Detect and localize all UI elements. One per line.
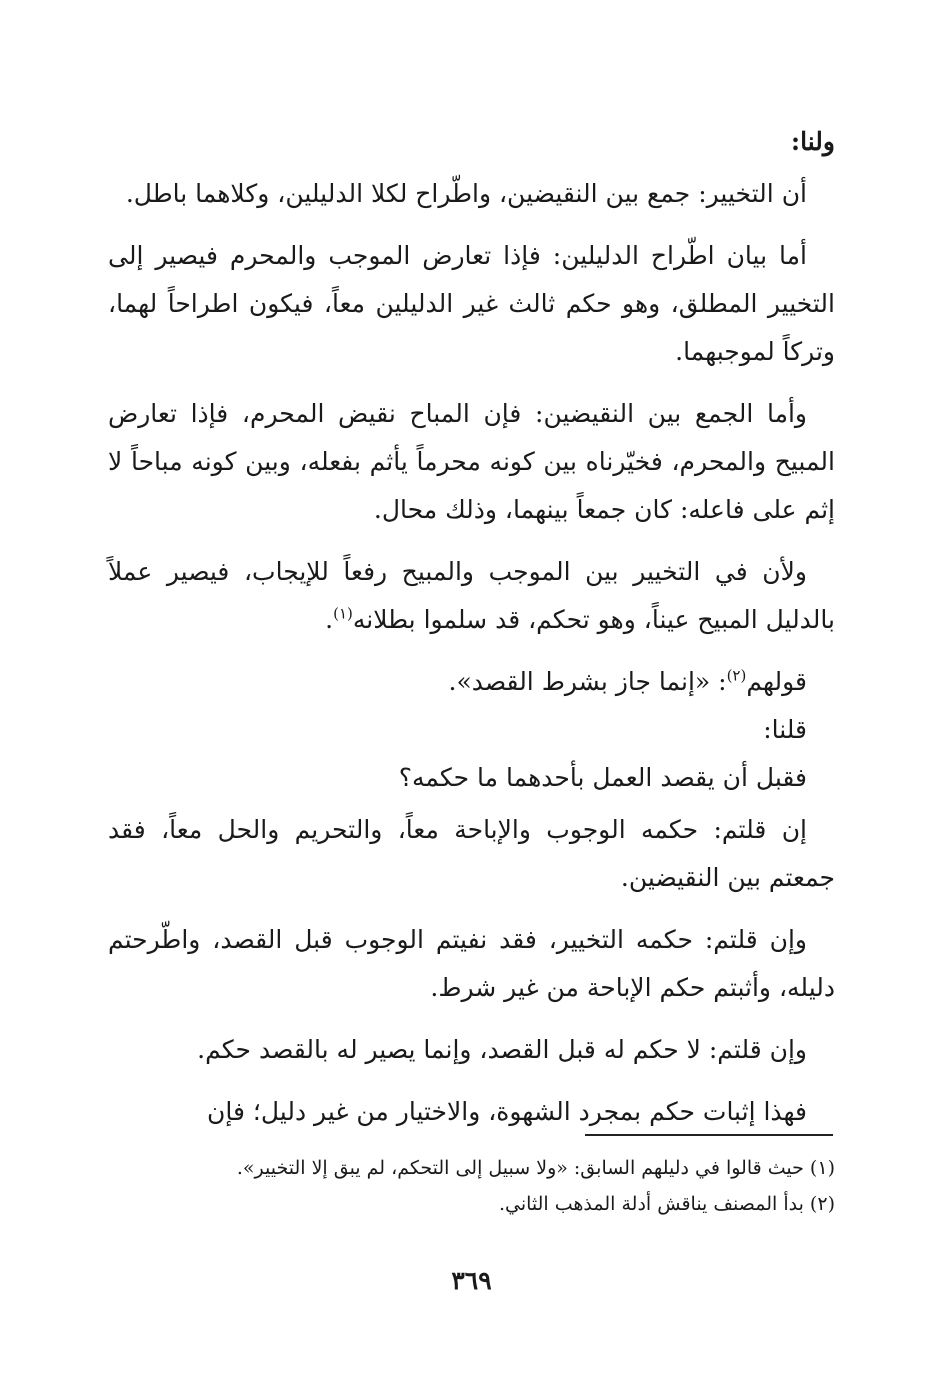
section-heading: ولنا: (790, 127, 835, 156)
qawluhum-pre: قولهم (746, 667, 807, 696)
paragraph-2: أما بيان اطّراح الدليلين: فإذا تعارض الموجب والمحرم فيصير إلى التخيير المطلق، وهو حكم ثالث غير الدليلين معاً، فيكون اطراحاً لهما، وتركاً لموجبهما. (108, 241, 835, 366)
footnote-1: (١) حيث قالوا في دليلهم السابق: «ولا سبيل إلى التحكم، لم يبق إلا التخيير». (236, 1157, 835, 1179)
paragraph-4-text: ولأن في التخيير بين الموجب والمبيح رفعاً للإيجاب، فيصير عملاً بالدليل المبيح عيناً، وهو تحكم، قد سلموا بطلانه (108, 557, 835, 634)
paragraph-7: وإن قلتم: لا حكم له قبل القصد، وإنما يصير له بالقصد حكم. (197, 1035, 807, 1064)
qawluhum-line (108, 658, 835, 706)
page-number: ٣٦٩ (451, 1266, 492, 1295)
footnote-ref-1[interactable]: (١) (333, 604, 353, 623)
footnote-divider (585, 1134, 833, 1136)
paragraph-8: فهذا إثبات حكم بمجرد الشهوة، والاختيار من غير دليل؛ فإن (207, 1097, 807, 1126)
footnote-2: (٢) بدأ المصنف يناقش أدلة المذهب الثاني. (498, 1193, 835, 1215)
footnote-ref-2[interactable]: (٢) (726, 666, 747, 685)
paragraph-4-end: . (325, 605, 334, 634)
paragraph-5: إن قلتم: حكمه الوجوب والإباحة معاً، والتحريم والحل معاً، فقد جمعتم بين النقيضين. (108, 815, 835, 892)
main-text (108, 118, 835, 1150)
question-line: فقبل أن يقصد العمل بأحدهما ما حكمه؟ (398, 763, 807, 792)
paragraph-6: وإن قلتم: حكمه التخيير، فقد نفيتم الوجوب قبل القصد، واطّرحتم دليله، وأثبتم حكم الإباحة من غير شرط. (108, 925, 835, 1002)
footnotes (150, 1150, 835, 1222)
paragraph-1: أن التخيير: جمع بين النقيضين، واطّراح لكلا الدليلين، وكلاهما باطل. (125, 179, 807, 208)
qulna-line: قلنا: (763, 715, 807, 744)
paragraph-3: وأما الجمع بين النقيضين: فإن المباح نقيض المحرم، فإذا تعارض المبيح والمحرم، فخيّرناه بين كونه محرماً يأثم بفعله، وبين كونه مباحاً لا إثم على فاعله: كان جمعاً بينهما، وذلك محال. (108, 399, 835, 524)
qawluhum-post: : «إنما جاز بشرط القصد». (448, 667, 727, 696)
paragraph-4 (108, 548, 835, 644)
